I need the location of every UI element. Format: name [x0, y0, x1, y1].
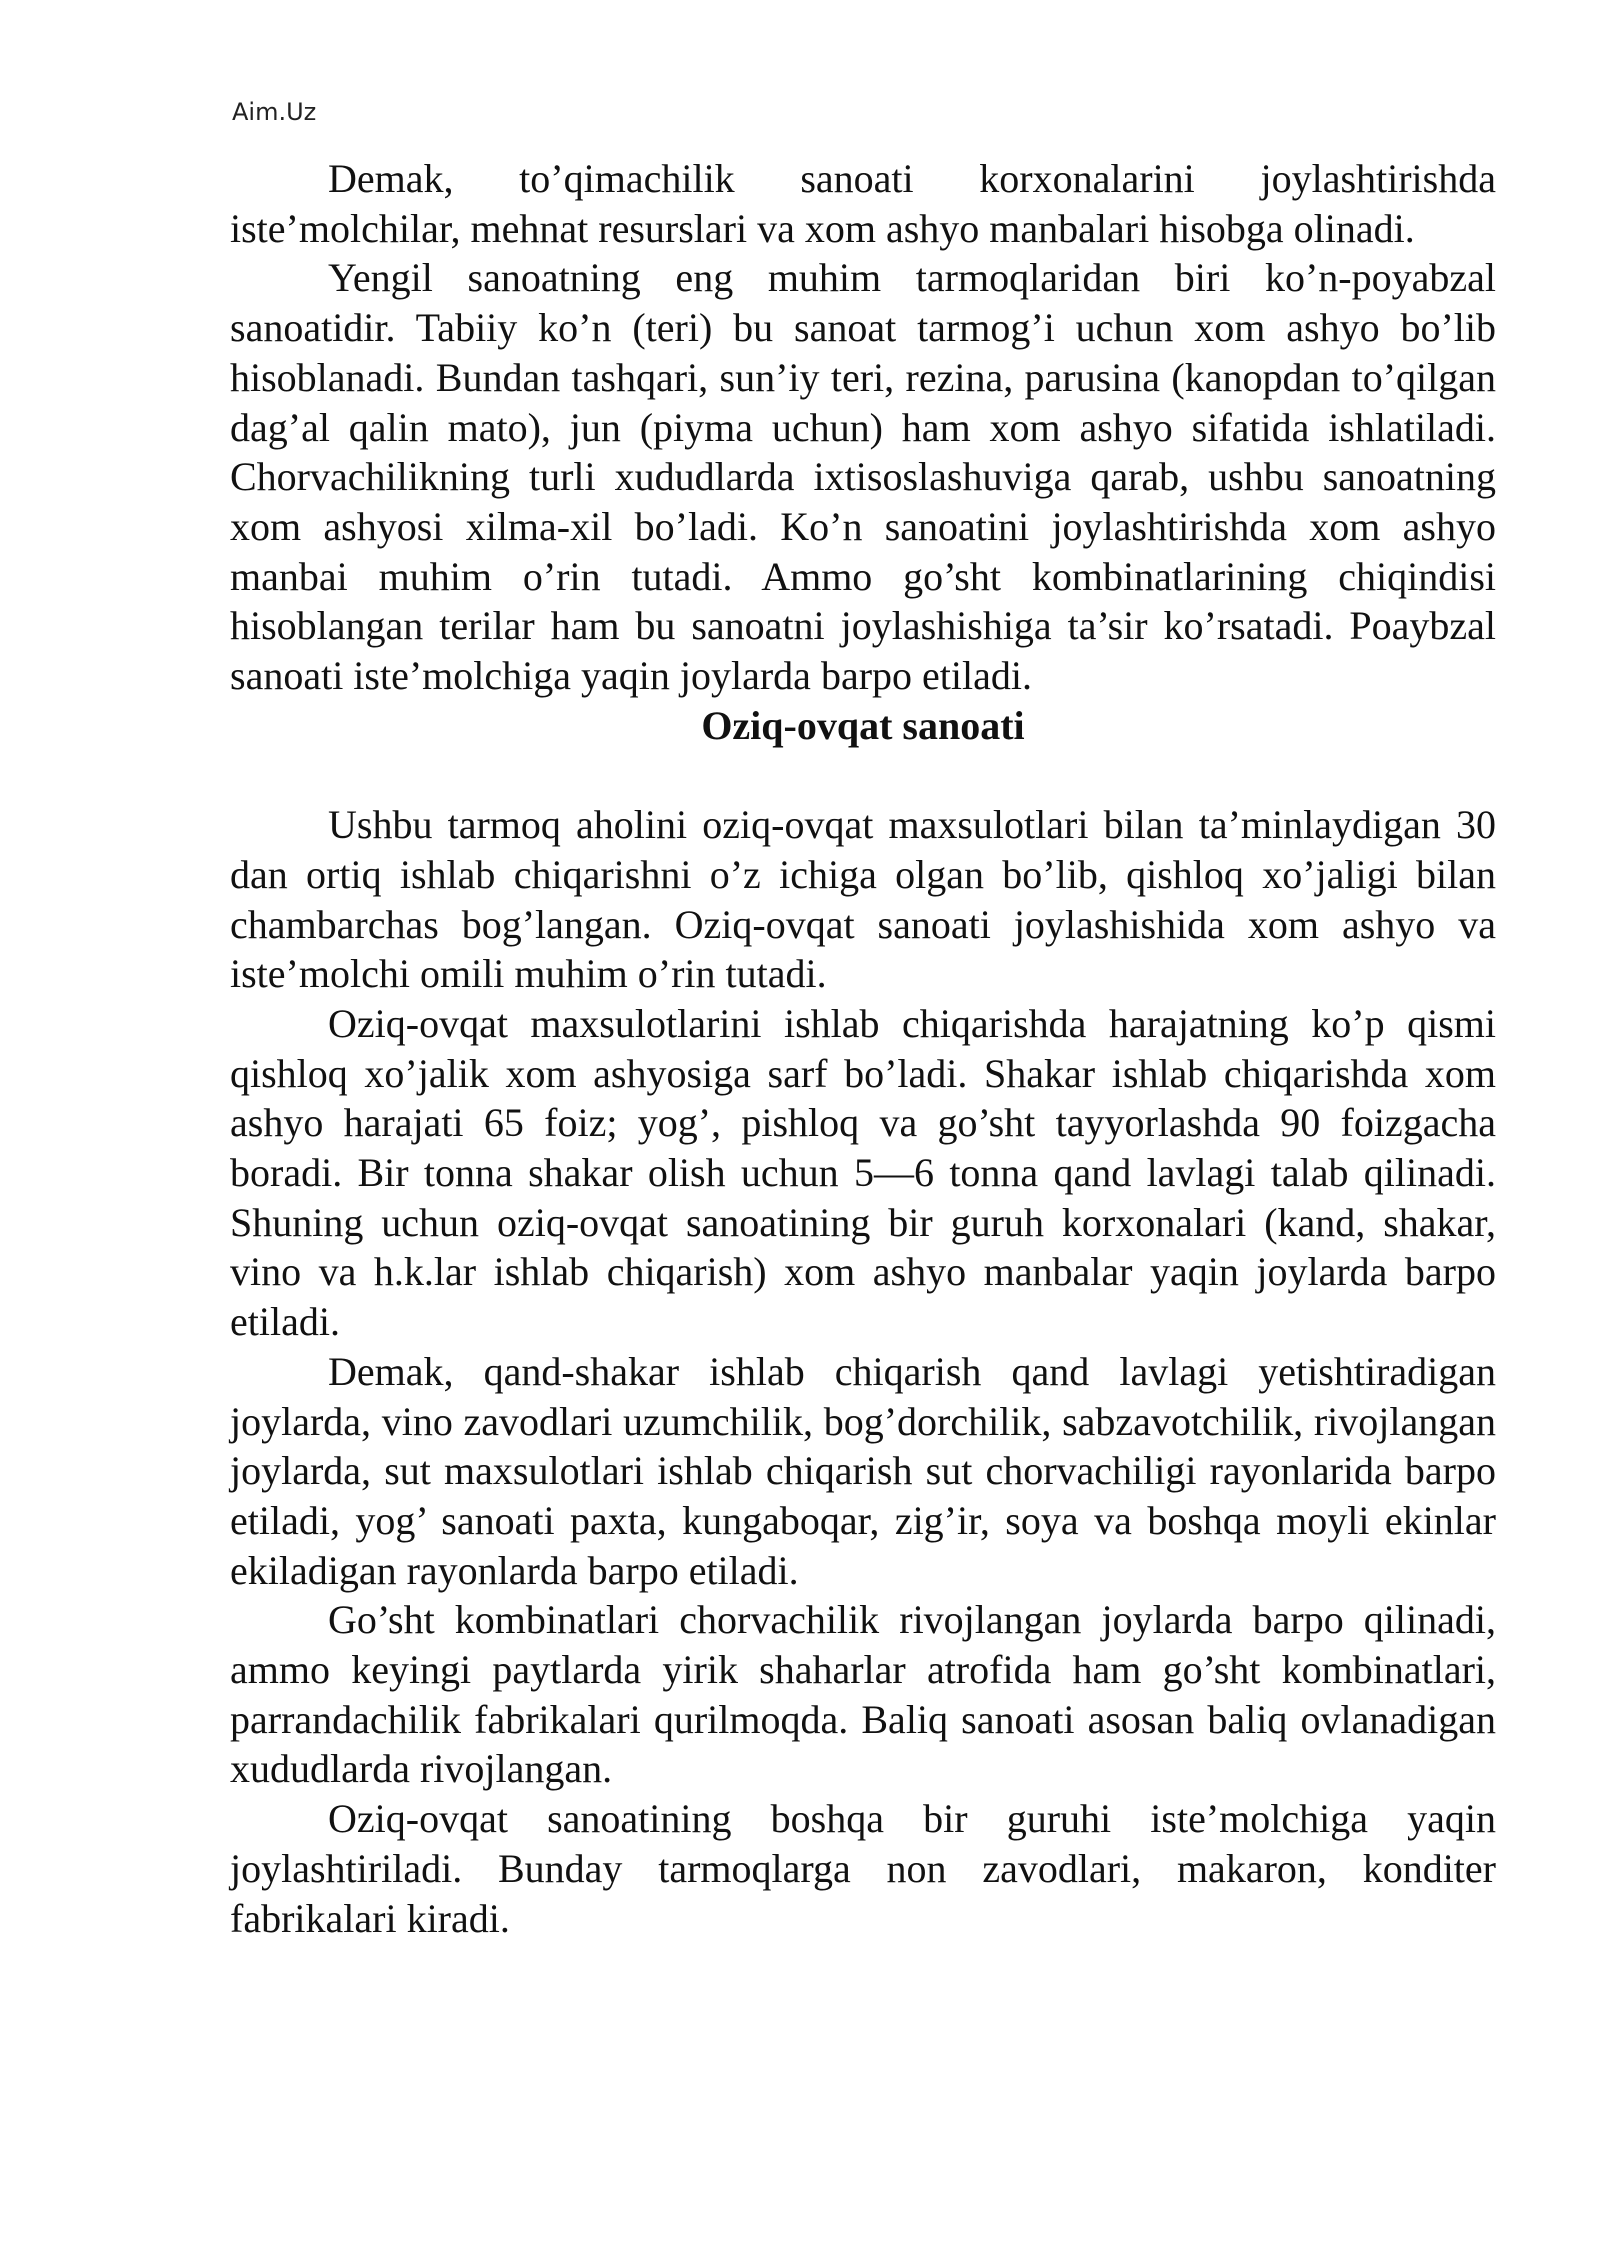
paragraph: Yengil sanoatning eng muhim tarmoqlaridan biri ko’n-poyabzal sanoatidir. Tabiiy ko’n (teri) bu sanoat tarmog’i uchun xom ashyo bo’lib hisoblanadi. Bundan tashqari, sun’iy teri, rezina, parusina (kanopdan to’qilgan dag’al qalin mato), jun (piyma uchun) ham xom ashyo sifatida ishlatiladi. Chorvachilikning turli xududlarda ixtisoslashuviga qarab, ushbu sanoatning xom ashyosi xilma-xil bo’ladi. Ko’n sanoatini joylashtirishda xom ashyo manbai muhim o’rin tutadi. Ammo go’sht kombinatlarining chiqindisi hisoblangan terilar ham bu sanoatni joylashishiga ta’sir ko’rsatadi. Poaybzal sanoati iste’molchiga yaqin joylarda barpo etiladi.	[230, 255, 1496, 699]
paragraph: Demak, to’qimachilik sanoati korxonalarini joylashtirishda iste’molchilar, mehnat resurslari va xom ashyo manbalari hisobga olinadi.	[230, 156, 1496, 251]
paragraph: Oziq-ovqat maxsulotlarini ishlab chiqarishda harajatning ko’p qismi qishloq xo’jalik xom ashyosiga sarf bo’ladi. Shakar ishlab chiqarishda xom ashyo harajati 65 foiz; yog’, pishloq va go’sht tayyorlashda 90 foizgacha boradi. Bir tonna shakar olish uchun 5—6 tonna qand lavlagi talab qilinadi. Shuning uchun oziq-ovqat sanoatining bir guruh korxonalari (kand, shakar, vino va h.k.lar ishlab chiqarish) xom ashyo manbalar yaqin joylarda barpo etiladi.	[230, 1000, 1496, 1345]
watermark-text: Aim.Uz	[232, 98, 317, 126]
section-heading: Oziq-ovqat sanoati	[701, 702, 1025, 748]
paragraph: Ushbu tarmoq aholini oziq-ovqat maxsulotlari bilan ta’minlaydigan 30 dan ortiq ishlab chiqarishni o’z ichiga olgan bo’lib, qishloq xo’jaligi bilan chambarchas bog’langan. Oziq-ovqat sanoati joylashishida xom ashyo va iste’molchi omili muhim o’rin tutadi.	[230, 802, 1496, 997]
paragraph: Demak, qand-shakar ishlab chiqarish qand lavlagi yetishtiradigan joylarda, vino zavodlari uzumchilik, bog’dorchilik, sabzavotchilik, rivojlangan joylarda, sut maxsulotlari ishlab chiqarish sut chorvachiligi rayonlarida barpo etiladi, yog’ sanoati paxta, kungaboqar, zig’ir, soya va boshqa moyli ekinlar ekiladigan rayonlarda barpo etiladi.	[230, 1348, 1496, 1593]
document-body	[230, 154, 1496, 1943]
paragraph: Oziq-ovqat sanoatining boshqa bir guruhi iste’molchiga yaqin joylashtiriladi. Bunday tarmoqlarga non zavodlari, makaron, konditer fabrikalari kiradi.	[230, 1796, 1496, 1941]
paragraph: Go’sht kombinatlari chorvachilik rivojlangan joylarda barpo qilinadi, ammo keyingi paytlarda yirik shaharlar atrofida ham go’sht kombinatlari, parrandachilik fabrikalari qurilmoqda. Baliq sanoati asosan baliq ovlanadigan xududlarda rivojlangan.	[230, 1597, 1496, 1792]
